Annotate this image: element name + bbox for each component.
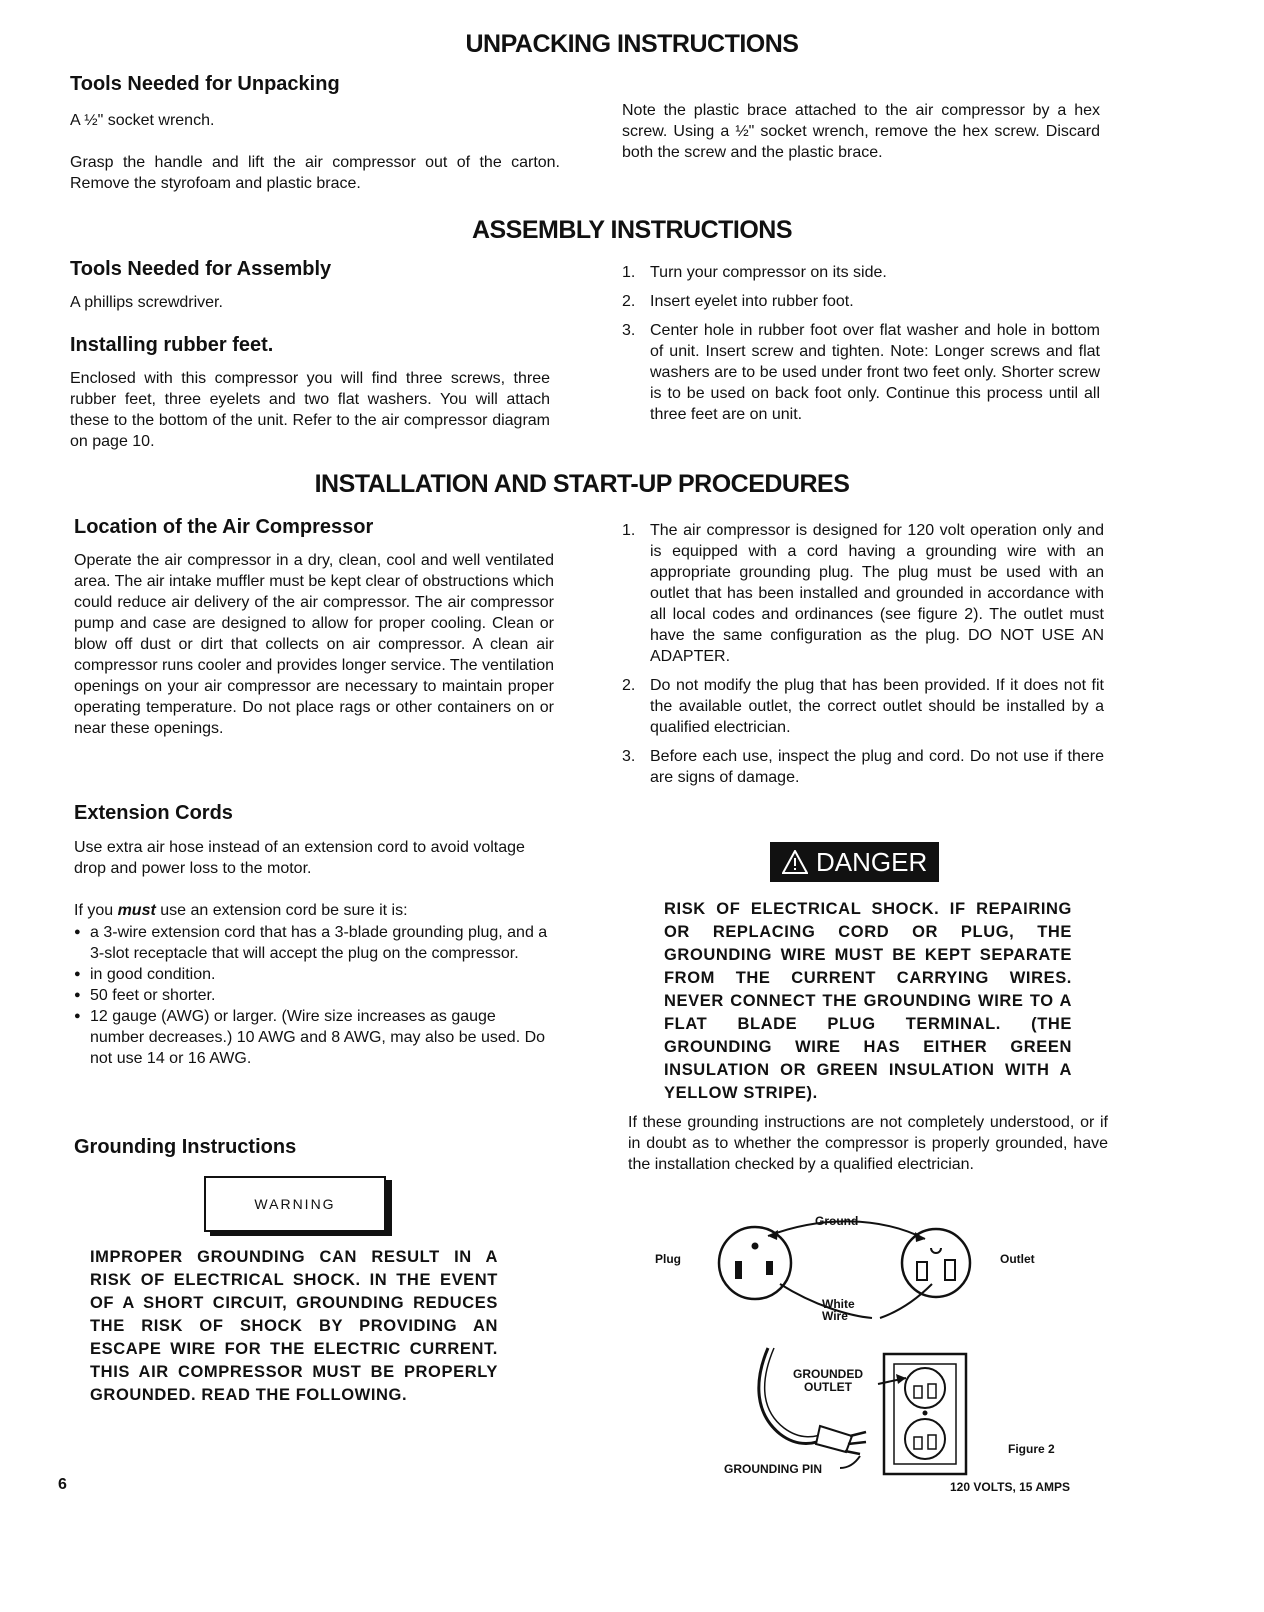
unpacking-heading: UNPACKING INSTRUCTIONS bbox=[465, 30, 799, 58]
grounding-plug-icon bbox=[759, 1348, 866, 1454]
rubber-feet-text: Enclosed with this compressor you will find three screws, three rubber feet, three eyelets and two flat washers. You will attach these to the bottom of the unit. Refer to the air compressor diagram on page 10. bbox=[70, 370, 550, 450]
plug-label: Plug bbox=[655, 1252, 681, 1266]
tools-unpacking-text: A ½" socket wrench. bbox=[70, 112, 215, 129]
list-item: ● in good condition. bbox=[74, 964, 554, 985]
tools-assembly-heading: Tools Needed for Assembly bbox=[70, 258, 332, 280]
rubber-feet-heading: Installing rubber feet. bbox=[70, 334, 274, 356]
danger-badge bbox=[770, 842, 939, 882]
list-item: 3. Center hole in rubber foot over flat washer and hole in bottom of unit. Insert screw and tighten. Note: Longer screws and flat washers are to be used under front two feet only. Shorter screw is to be used on back foot only. Continue this process until all three feet are on unit. bbox=[622, 322, 1100, 423]
extension-bullets bbox=[74, 922, 554, 1069]
grounding-pin-label: GROUNDING PIN bbox=[723, 1462, 822, 1476]
location-heading: Location of the Air Compressor bbox=[74, 516, 374, 538]
must-intro: If you must use an extension cord be sure it is: bbox=[74, 902, 408, 919]
assembly-steps bbox=[622, 262, 1100, 433]
list-item: 2. Insert eyelet into rubber foot. bbox=[622, 293, 854, 310]
list-item: ● 12 gauge (AWG) or larger. (Wire size increases as gauge number decreases.) 10 AWG and 8 AWG, may also be used. Do not use 14 or 16 AWG. bbox=[74, 1006, 554, 1069]
extension-heading: Extension Cords bbox=[74, 802, 233, 824]
understood-text: If these grounding instructions are not completely understood, or if in doubt as to whether the compressor is properly grounded, have the installation checked by a qualified electrician. bbox=[628, 1114, 1108, 1173]
wall-outlet-icon bbox=[884, 1354, 966, 1474]
warning-label: WARNING bbox=[254, 1196, 336, 1212]
rating-label: 120 VOLTS, 15 AMPS bbox=[950, 1480, 1071, 1494]
outlet-face-icon bbox=[902, 1229, 970, 1297]
installation-heading: INSTALLATION AND START-UP PROCEDURES bbox=[314, 470, 850, 498]
danger-label: DANGER bbox=[816, 847, 928, 877]
tools-unpacking-heading: Tools Needed for Unpacking bbox=[70, 73, 340, 95]
tools-assembly-text: A phillips screwdriver. bbox=[70, 294, 223, 311]
page-number: 6 bbox=[58, 1476, 67, 1493]
warning-text: IMPROPER GROUNDING CAN RESULT IN A RISK OF ELECTRICAL SHOCK. IN THE EVENT OF A SHORT CIRCUIT, GROUNDING REDUCES THE RISK OF SHOCK BY PROVIDING AN ESCAPE WIRE FOR THE ELECTRIC CURRENT. THIS AIR COMPRESSOR MUST BE PROPERLY GROUNDED. READ THE FOLLOWING. bbox=[90, 1248, 498, 1404]
list-item: ● a 3-wire extension cord that has a 3-blade grounding plug, and a 3-slot receptacle that will accept the plug on the compressor. bbox=[74, 922, 554, 964]
assembly-heading: ASSEMBLY INSTRUCTIONS bbox=[471, 216, 793, 244]
grasp-text: Grasp the handle and lift the air compressor out of the carton. Remove the styrofoam and plastic brace. bbox=[70, 154, 560, 192]
warning-triangle-icon bbox=[782, 850, 808, 874]
list-item: ● 50 feet or shorter. bbox=[74, 985, 554, 1006]
danger-text: RISK OF ELECTRICAL SHOCK. IF REPAIRING OR REPLACING CORD OR PLUG, THE GROUNDING WIRE MUST BE KEPT SEPARATE FROM THE CURRENT CARRYING WIRES. NEVER CONNECT THE GROUNDING WIRE TO A FLAT BLADE PLUG TERMINAL. (THE GROUNDING WIRE HAS EITHER GREEN INSULATION OR GREEN INSULATION WITH A YELLOW STRIPE). bbox=[664, 900, 1072, 1102]
ground-label: Ground bbox=[815, 1214, 859, 1228]
extension-text: Use extra air hose instead of an extension cord to avoid voltage drop and power loss to the motor. bbox=[74, 839, 525, 877]
warning-box bbox=[204, 1176, 386, 1232]
grounded-outlet-label: GROUNDED OUTLET bbox=[792, 1367, 863, 1394]
outlet-label: Outlet bbox=[1000, 1252, 1035, 1266]
plug-face-icon bbox=[719, 1227, 791, 1299]
white-wire-label: White Wire bbox=[822, 1297, 855, 1323]
brace-note-text: Note the plastic brace attached to the air compressor by a hex screw. Using a ½" socket wrench, remove the hex screw. Discard both the screw and the plastic brace. bbox=[622, 102, 1100, 161]
location-text: Operate the air compressor in a dry, clean, cool and well ventilated area. The air intake muffler must be kept clear of obstructions which could reduce air delivery of the air compressor. The air compressor pump and case are designed to allow for proper cooling. Clean or blow off dust or dirt that collects on air compressor. A clean air compressor runs cooler and provides longer service. The ventilation openings on your air compressor are necessary to maintain proper operating temperature. Do not place rags or other containers on or near these openings. bbox=[74, 552, 554, 737]
list-item: 1. The air compressor is designed for 120 volt operation only and is equipped with a cord having a grounding wire with an appropriate grounding plug. The plug must be used with an outlet that has been installed and grounded in accordance with all local codes and ordinances (see figure 2). The outlet must have the same configuration as the plug. DO NOT USE AN ADAPTER. bbox=[622, 522, 1104, 665]
installation-steps bbox=[622, 520, 1104, 796]
list-item: 2. Do not modify the plug that has been provided. If it does not fit the available outlet, the correct outlet should be installed by a qualified electrician. bbox=[622, 677, 1104, 736]
list-item: 3. Before each use, inspect the plug and cord. Do not use if there are signs of damage. bbox=[622, 748, 1104, 786]
grounding-heading: Grounding Instructions bbox=[74, 1136, 297, 1158]
list-item: 1. Turn your compressor on its side. bbox=[622, 264, 887, 281]
figure-caption: Figure 2 bbox=[1008, 1442, 1055, 1456]
